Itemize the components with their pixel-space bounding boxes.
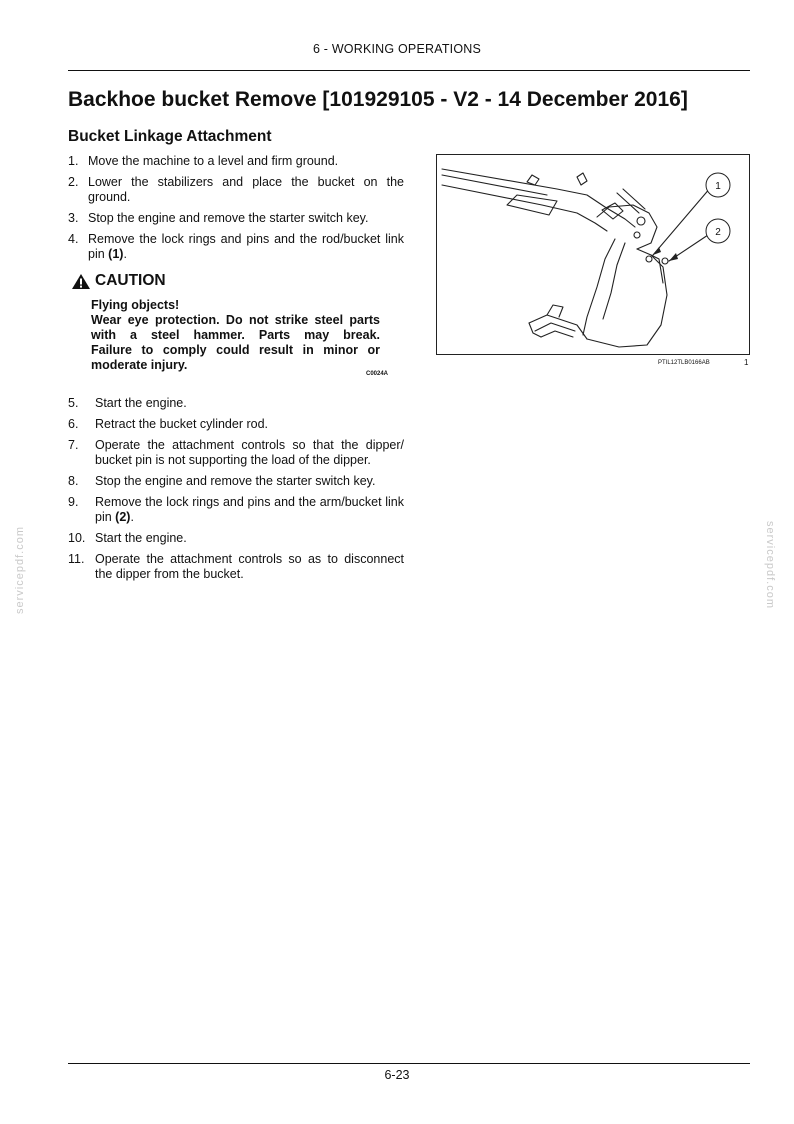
step-text: Operate the attachment controls so as to disconnect the dipper from the bucket. [95, 552, 404, 581]
caution-label: CAUTION [95, 272, 166, 289]
step-item [68, 438, 404, 468]
step-number: 8. [68, 474, 79, 488]
step-number: 4. [68, 232, 79, 246]
caution-line: moderate injury. [91, 358, 188, 372]
watermark-left: servicepdf.com [14, 526, 26, 614]
step-text: Start the engine. [95, 531, 187, 545]
step-number: 9. [68, 495, 79, 509]
step-callout-ref: (2) [115, 510, 131, 524]
caution-line: Failure to comply could result in minor or [91, 343, 380, 357]
step-text: Operate the attachment controls so that the dipper/ bucket pin is not supporting the load of the dipper. [95, 438, 404, 467]
step-item [68, 495, 404, 525]
section-header: 6 - WORKING OPERATIONS [312, 42, 482, 56]
caution-line: Flying objects! [91, 298, 180, 312]
step-item [68, 396, 404, 411]
caution-line: with a steel hammer. Parts may break. [91, 328, 380, 342]
step-number: 11. [68, 552, 85, 566]
step-number: 7. [68, 438, 79, 452]
step-number: 3. [68, 211, 79, 225]
caution-text [91, 298, 380, 373]
step-item [68, 211, 404, 226]
step-text: Stop the engine and remove the starter switch key. [95, 474, 376, 488]
caution-code: C0024A [366, 371, 389, 377]
step-text: Stop the engine and remove the starter switch key. [88, 211, 369, 225]
step-list-first [68, 154, 404, 268]
step-item [68, 531, 404, 546]
header-rule [68, 70, 750, 71]
page-number: 6-23 [384, 1068, 410, 1082]
step-number: 1. [68, 154, 79, 168]
caution-line: Wear eye protection. Do not strike steel parts [91, 313, 380, 327]
callout-2: 2 [715, 227, 721, 238]
step-item [68, 552, 404, 582]
step-number: 2. [68, 175, 79, 189]
step-list-second [68, 396, 404, 588]
step-text: . [130, 510, 134, 524]
warning-triangle-icon [71, 273, 91, 290]
step-item [68, 474, 404, 489]
step-text: Retract the bucket cylinder rod. [95, 417, 268, 431]
step-text: Remove the lock rings and pins and the arm/bucket link pin [95, 495, 404, 524]
step-text: Move the machine to a level and firm ground. [88, 154, 339, 168]
bucket-linkage-figure [436, 154, 750, 355]
step-number: 5. [68, 396, 79, 410]
step-text: Start the engine. [95, 396, 187, 410]
backhoe-bucket-illustration [437, 155, 749, 354]
step-item [68, 417, 404, 432]
step-item [68, 154, 404, 169]
callout-1: 1 [715, 181, 721, 192]
footer-rule [68, 1063, 750, 1064]
step-number: 6. [68, 417, 79, 431]
step-text: . [123, 247, 127, 261]
step-item [68, 232, 404, 262]
figure-code: PTIL12TLB0166AB [658, 360, 710, 366]
step-text: Lower the stabilizers and place the bucket on the ground. [88, 175, 404, 204]
step-text: Remove the lock rings and pins and the rod/bucket link pin [88, 232, 404, 261]
step-number: 10. [68, 531, 86, 545]
step-callout-ref: (1) [108, 247, 124, 261]
step-item [68, 175, 404, 205]
page-title: Backhoe bucket Remove [101929105 - V2 - 14 December 2016] [68, 88, 688, 111]
watermark-right: servicepdf.com [764, 521, 776, 609]
figure-number: 1 [744, 358, 749, 367]
caution-heading [71, 272, 166, 290]
section-subtitle: Bucket Linkage Attachment [68, 128, 272, 145]
